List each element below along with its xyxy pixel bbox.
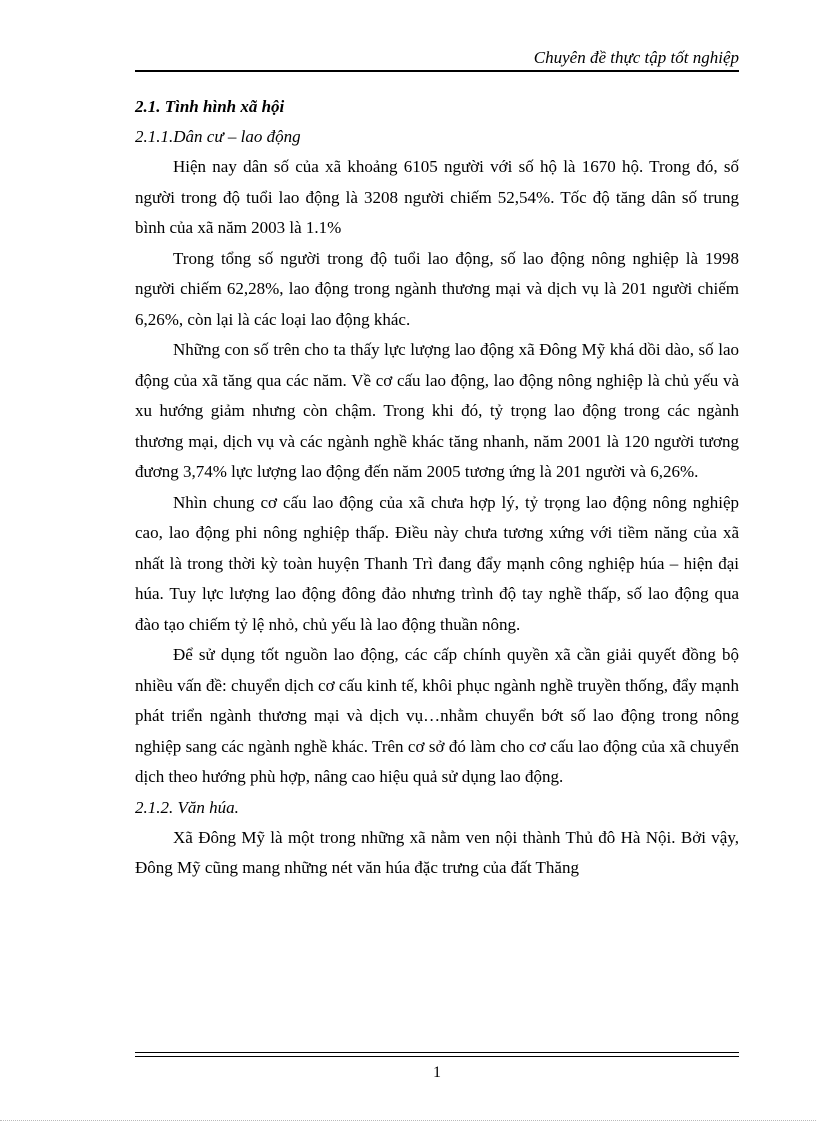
paragraph: Trong tổng số người trong độ tuổi lao động, số lao động nông nghiệp là 1998 người chiếm 62,28%, lao động trong ngành thương mại và dịch vụ là 201 người chiếm 6,26%, còn lại là các loại lao động khác. — [135, 248, 739, 329]
page-edge-divider — [0, 1120, 816, 1121]
paragraph: Để sử dụng tốt nguồn lao động, các cấp chính quyền xã cần giải quyết đồng bộ nhiều vấn đề: chuyển dịch cơ cấu kinh tế, khôi phục ngành nghề truyền thống, đẩy mạnh phát triển ngành thương mại và dịch vụ…nhằm chuyển bớt số lao động trong nông nghiệp sang các ngành nghề khác. Trên cơ sở đó làm cho cơ cấu lao động của xã chuyển dịch theo hướng phù hợp, nâng cao hiệu quả sử dụng lao động. — [135, 645, 739, 786]
page-number: 1 — [433, 1064, 441, 1081]
paragraph: Nhìn chung cơ cấu lao động của xã chưa hợp lý, tỷ trọng lao động nông nghiệp cao, lao động phi nông nghiệp thấp. Điều này chưa tương xứng với tiềm năng của xã nhất là trong thời kỳ toàn huyện Thanh Trì đang đẩy mạnh công nghiệp húa – hiện đại húa. Tuy lực lượng lao động đông đảo nhưng trình độ tay nghề thấp, số lao động qua đào tạo chiếm tỷ lệ nhỏ, chủ yếu là lao động thuần nông. — [135, 492, 739, 634]
subsection-title-population-labor: 2.1.1.Dân cư – lao động — [135, 127, 301, 146]
subsection-title-culture: 2.1.2. Văn húa. — [135, 797, 239, 817]
paragraph: Hiện nay dân số của xã khoảng 6105 người với số hộ là 1670 hộ. Trong đó, số người trong độ tuổi lao động là 3208 người chiếm 52,54%. Tốc độ tăng dân số trung bình của xã năm 2003 là 1.1% — [135, 157, 739, 237]
paragraph: Những con số trên cho ta thấy lực lượng lao động xã Đông Mỹ khá dồi dào, số lao động của xã tăng qua các năm. Về cơ cấu lao động, lao động nông nghiệp là chủ yếu và xu hướng giảm nhưng còn chậm. Trong khi đó, tỷ trọng lao động trong các ngành thương mại, dịch vụ và các ngành nghề khác tăng nhanh, năm 2001 là 120 người tương đương 3,74% lực lượng lao động đến năm 2005 tương ứng là 201 người và 6,26%. — [135, 340, 739, 481]
page-body — [135, 92, 739, 884]
footer-rule — [135, 1052, 739, 1057]
header-rule — [135, 70, 739, 72]
running-header: Chuyên đề thực tập tốt nghiệp — [533, 48, 739, 67]
paragraph: Xã Đông Mỹ là một trong những xã nằm ven nội thành Thủ đô Hà Nội. Bởi vậy, Đông Mỹ cũng mang những nét văn húa đặc trưng của đất Thăng — [135, 827, 739, 877]
section-title: 2.1. Tình hình xã hội — [135, 97, 285, 116]
